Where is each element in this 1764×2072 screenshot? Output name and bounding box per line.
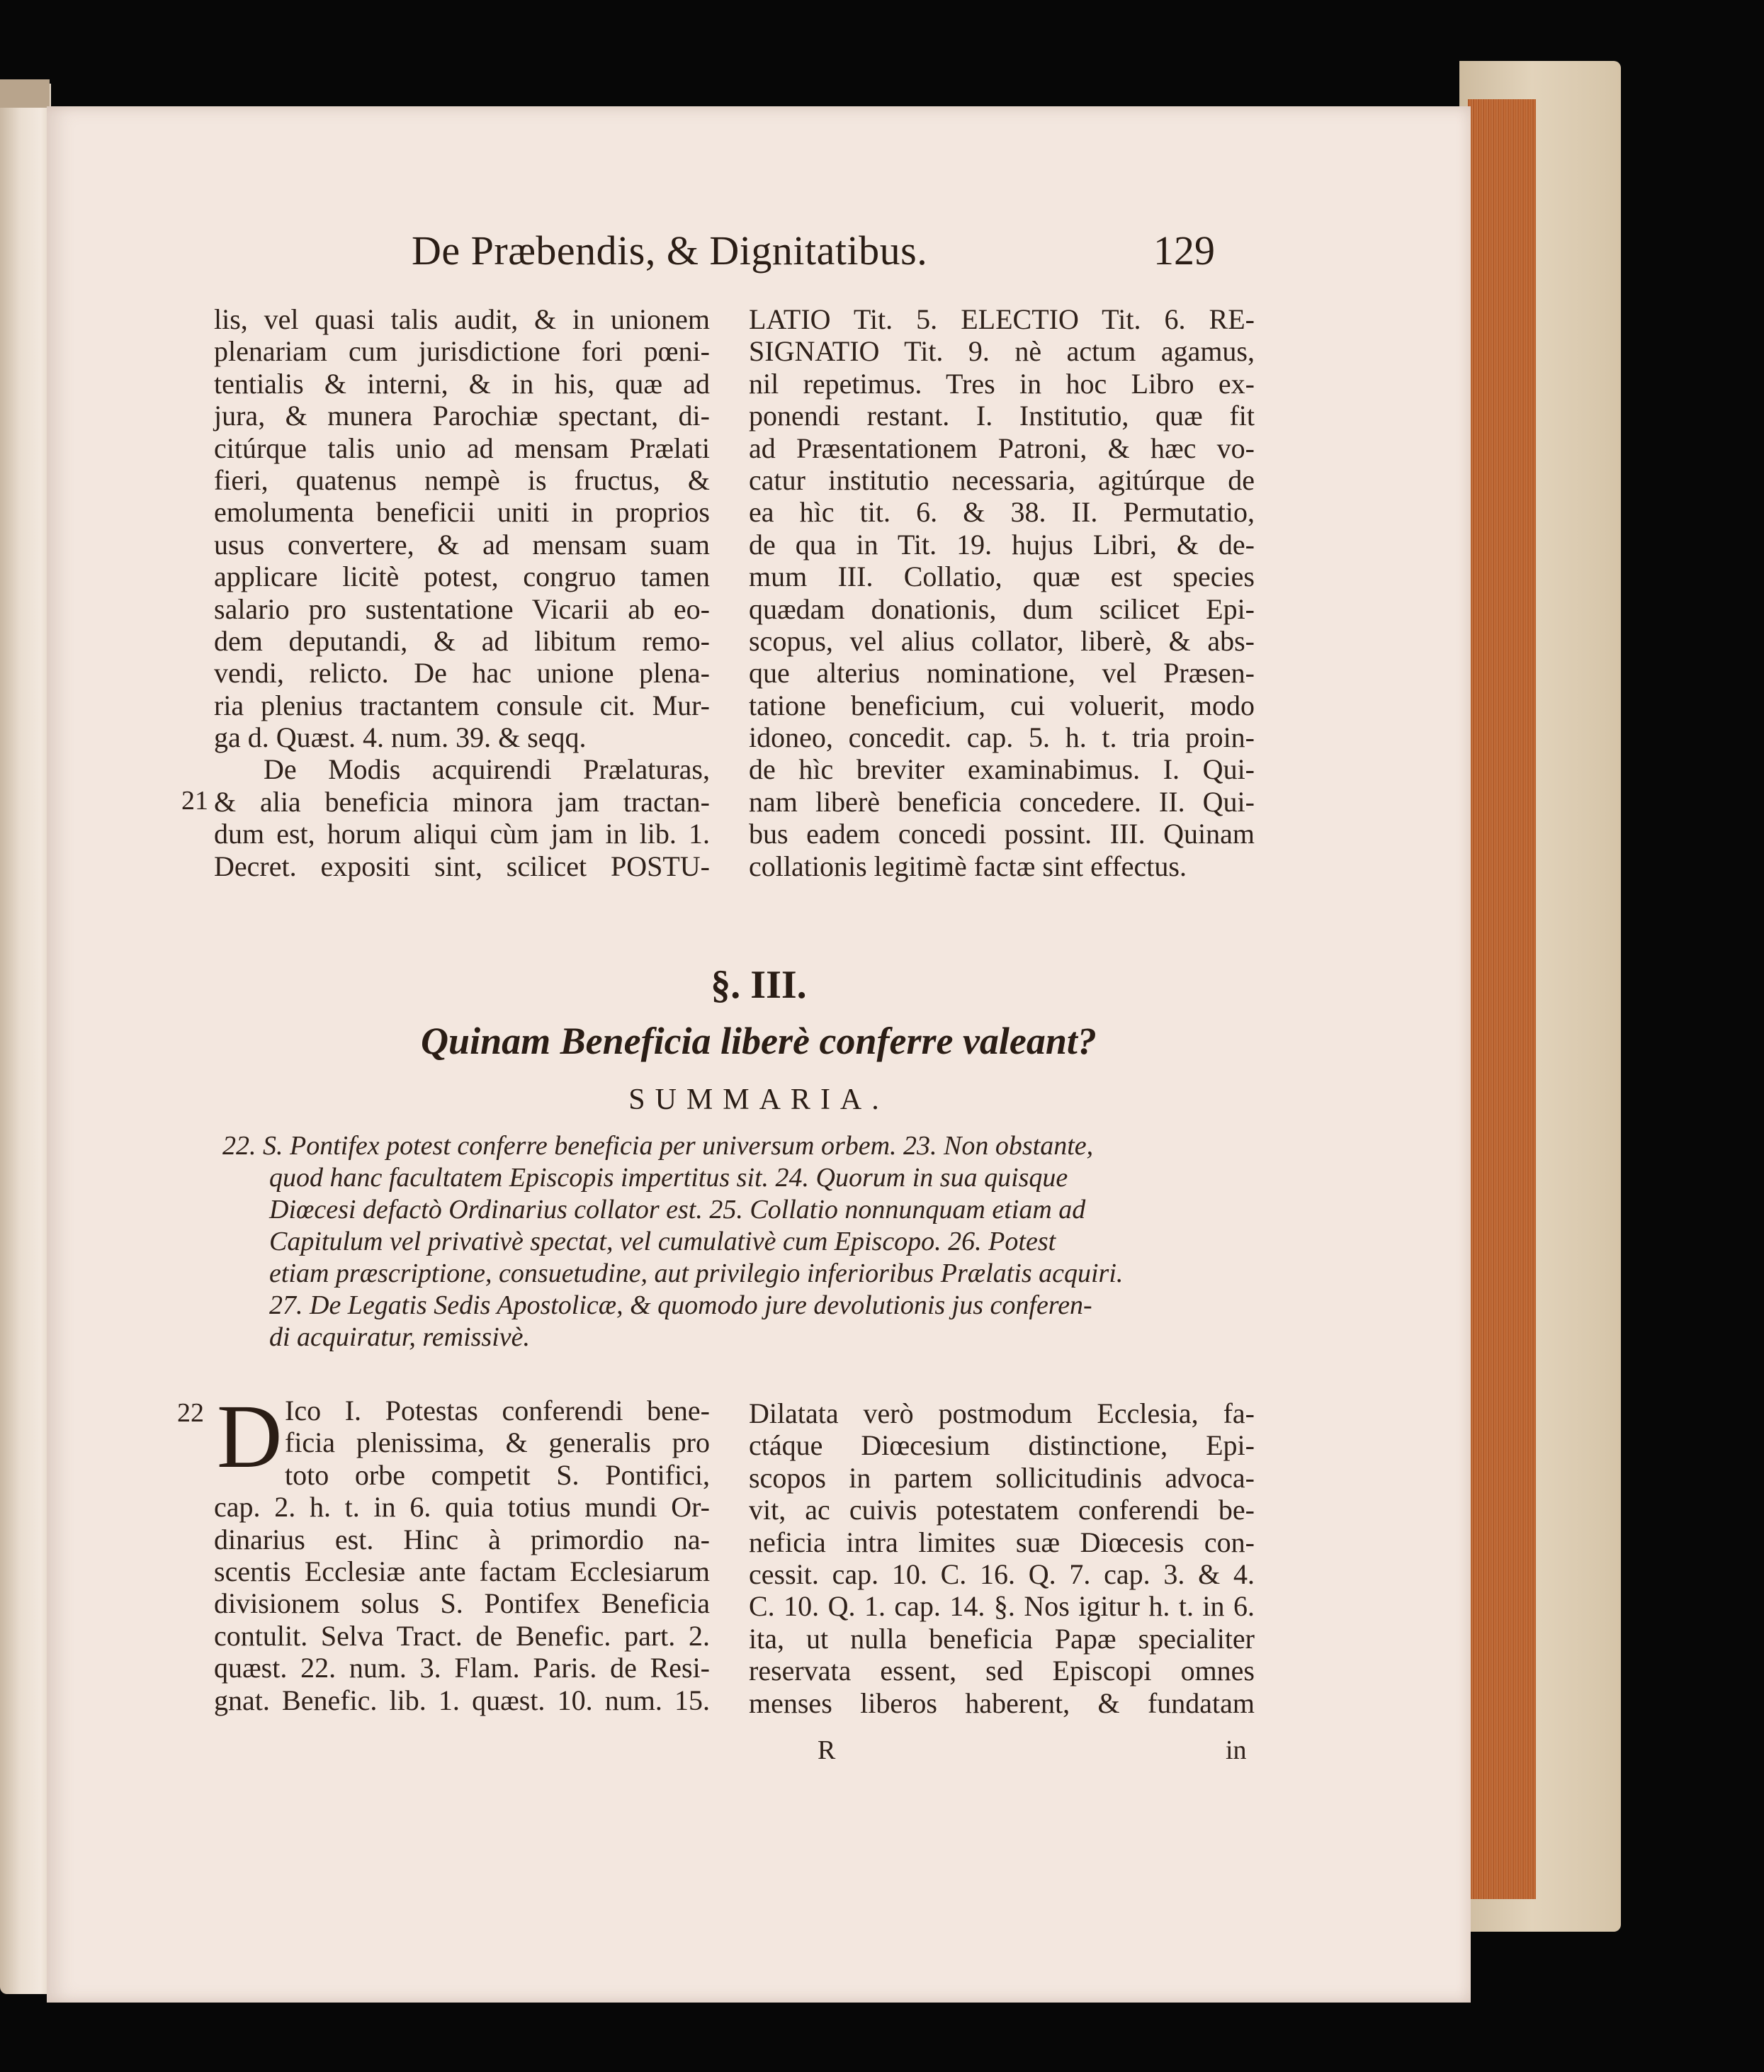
text-line: tentialis & interni, & in his, quæ ad [214, 367, 710, 400]
text-line: scopus, vel alius collator, liberè, & abs- [749, 624, 1255, 657]
text-line: usus convertere, & ad mensam suam [214, 528, 710, 561]
text-line: reservata essent, sed Episcopi omnes [749, 1655, 1255, 1687]
text-line: toto orbe competit S. Pontifici, [285, 1458, 710, 1491]
text-line: LATIO Tit. 5. ELECTIO Tit. 6. RE- [749, 303, 1255, 335]
text-line: scopos in partem sollicitudinis advoca- [749, 1461, 1255, 1494]
text-line: lis, vel quasi talis audit, & in unionem [214, 303, 710, 335]
drop-cap: D [217, 1386, 283, 1487]
left-column-top [214, 303, 710, 882]
text-line: De Modis acquirendi Prælaturas, [264, 753, 710, 786]
left-page-binding [0, 79, 50, 108]
text-line: neficia intra limites suæ Diœcesis con- [749, 1526, 1255, 1558]
text-line: plenariam cum jurisdictione fori pœni- [214, 335, 710, 368]
margin-number-22: 22 [177, 1398, 204, 1428]
text-line: ctáque Diœcesium distinctione, Epi- [749, 1429, 1255, 1462]
text-line: de qua in Tit. 19. hujus Libri, & de- [749, 528, 1255, 561]
text-line: ficia plenissima, & generalis pro [285, 1426, 710, 1459]
summary-line: 22. S. Pontifex potest conferre beneficia per universum orbem. 23. Non obstante, [222, 1131, 1094, 1161]
text-line: nam liberè beneficia concedere. II. Qui- [749, 785, 1255, 818]
text-line: gnat. Benefic. lib. 1. quæst. 10. num. 15. [214, 1684, 710, 1716]
text-line: fieri, quatenus nempè is fructus, & [214, 463, 710, 496]
right-column-top [749, 303, 1255, 882]
page-fore-edge [1468, 99, 1536, 1899]
summary-line: di acquiratur, remissivè. [269, 1322, 531, 1352]
text-line: que alterius nominatione, vel Præsen- [749, 657, 1255, 689]
text-line: vit, ac cuivis potestatem conferendi be- [749, 1494, 1255, 1526]
right-column-bottom [749, 1397, 1255, 1719]
text-line: idoneo, concedit. cap. 5. h. t. tria proin- [749, 721, 1255, 754]
text-line: dem deputandi, & ad libitum remo- [214, 624, 710, 657]
text-line: cap. 2. h. t. in 6. quia totius mundi Or- [214, 1491, 710, 1524]
summary-line: etiam præscriptione, consuetudine, aut privilegio inferioribus Prælatis acquiri. [269, 1259, 1124, 1288]
text-line: Dilatata verò postmodum Ecclesia, fa- [749, 1397, 1255, 1429]
text-line: salario pro sustentatione Vicarii ab eo- [214, 592, 710, 625]
text-line: vendi, relicto. De hac unione plena- [214, 657, 710, 689]
section-number: §. III. [711, 963, 807, 1007]
summary-line: Capitulum vel privativè spectat, vel cumulativè cum Episcopo. 26. Potest [269, 1227, 1056, 1256]
text-line: ga d. Quæst. 4. num. 39. & seqq. [214, 721, 587, 754]
text-line: & alia beneficia minora jam tractan- [214, 785, 710, 818]
text-line: ria plenius tractantem consule cit. Mur- [214, 689, 710, 721]
text-line: C. 10. Q. 1. cap. 14. §. Nos igitur h. t. in 6. [749, 1590, 1255, 1623]
margin-number-21: 21 [181, 786, 208, 816]
text-line: catur institutio necessaria, agitúrque de [749, 463, 1255, 496]
text-line: cessit. cap. 10. C. 16. Q. 7. cap. 3. & 4. [749, 1558, 1255, 1590]
text-line: nil repetimus. Tres in hoc Libro ex- [749, 367, 1255, 400]
book-page [47, 106, 1471, 2003]
text-line: jura, & munera Parochiæ spectant, di- [214, 400, 710, 432]
text-line: de hìc breviter examinabimus. I. Qui- [749, 753, 1255, 786]
text-line: applicare licitè potest, congruo tamen [214, 561, 710, 593]
text-line: bus eadem concedi possint. III. Quinam [749, 818, 1255, 850]
left-page-edge [0, 84, 51, 1994]
text-line: quæst. 22. num. 3. Flam. Paris. de Resi- [214, 1652, 710, 1684]
summary-line: quod hanc facultatem Episcopis impertitus sit. 24. Quorum in sua quisque [269, 1163, 1068, 1193]
summaria-label: SUMMARIA. [628, 1083, 889, 1116]
left-column-bottom [214, 1386, 710, 1716]
summary-block [222, 1130, 1306, 1353]
text-line: dum est, horum aliqui cùm jam in lib. 1. [214, 818, 710, 850]
text-line: collationis legitimè factæ sint effectus. [749, 850, 1187, 882]
summary-line: 27. De Legatis Sedis Apostolicæ, & quomodo jure devolutionis jus conferen- [269, 1290, 1092, 1320]
text-line: mum III. Collatio, quæ est species [749, 561, 1255, 593]
summary-line: Diœcesi defactò Ordinarius collator est. 25. Collatio nonnunquam etiam ad [269, 1195, 1086, 1224]
text-line: divisionem solus S. Pontifex Beneficia [214, 1587, 710, 1620]
page-number: 129 [1153, 227, 1215, 274]
text-line: citúrque talis unio ad mensam Prælati [214, 432, 710, 464]
text-line: dinarius est. Hinc à primordio na- [214, 1523, 710, 1555]
text-line: SIGNATIO Tit. 9. nè actum agamus, [749, 335, 1255, 368]
text-line: ponendi restant. I. Institutio, quæ fit [749, 400, 1255, 432]
text-line: contulit. Selva Tract. de Benefic. part. 2. [214, 1619, 710, 1652]
section-title: Quinam Beneficia liberè conferre valeant? [421, 1020, 1097, 1062]
text-line: ad Præsentationem Patroni, & hæc vo- [749, 432, 1255, 464]
catchword: in [1226, 1735, 1247, 1765]
text-line: Ico I. Potestas conferendi bene- [285, 1395, 710, 1426]
text-line: menses liberos haberent, & fundatam [749, 1687, 1255, 1719]
text-line: Decret. expositi sint, scilicet POSTU- [214, 850, 710, 882]
text-line: quædam donationis, dum scilicet Epi- [749, 592, 1255, 625]
signature-mark: R [818, 1735, 836, 1765]
text-line: ita, ut nulla beneficia Papæ specialiter [749, 1622, 1255, 1655]
text-line: ea hìc tit. 6. & 38. II. Permutatio, [749, 496, 1255, 529]
text-line: emolumenta beneficii uniti in proprios [214, 496, 710, 529]
text-line: tatione beneficium, cui voluerit, modo [749, 689, 1255, 721]
running-title: De Præbendis, & Dignitatibus. [412, 227, 928, 274]
text-line: scentis Ecclesiæ ante factam Ecclesiarum [214, 1555, 710, 1587]
